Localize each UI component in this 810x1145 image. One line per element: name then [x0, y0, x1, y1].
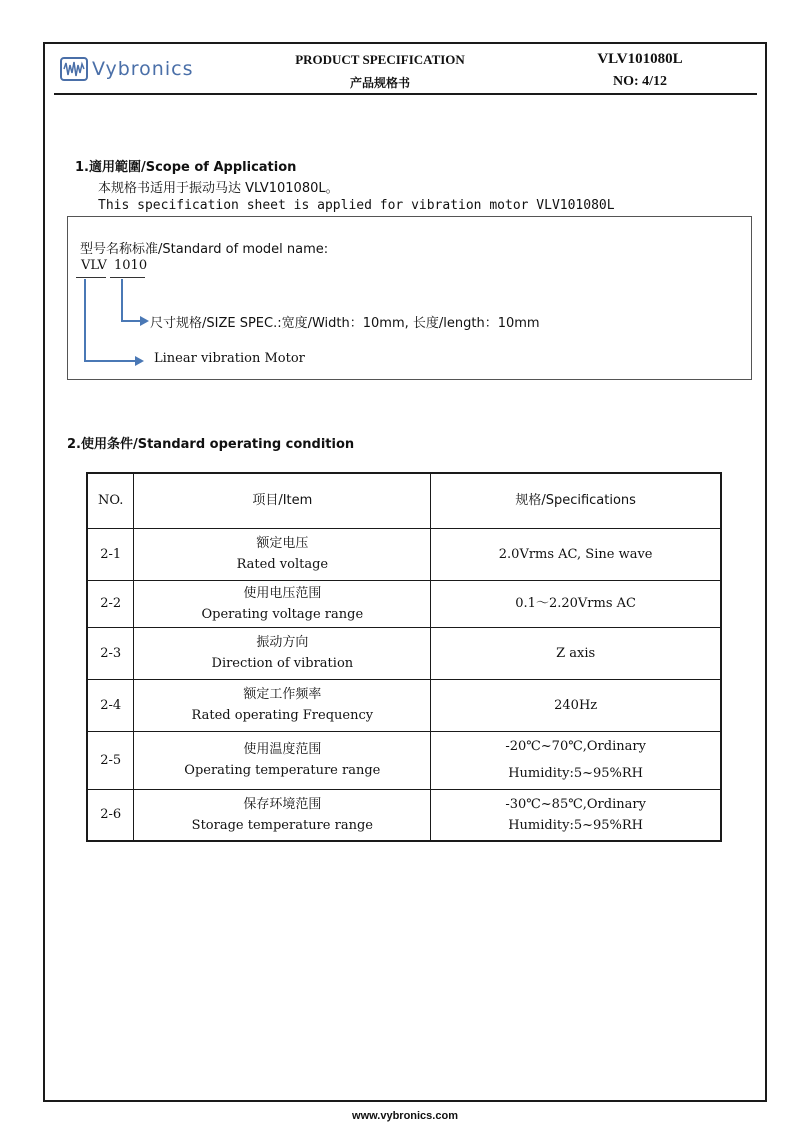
item-cn: 使用温度范围: [243, 742, 322, 757]
table-header-row: [87, 473, 721, 528]
item-cn: 额定工作频率: [243, 687, 322, 702]
model-standard-label: 型号名称标准/Standard of model name:: [80, 242, 329, 257]
scope-line-en: This specification sheet is applied for vibration motor VLV101080L: [98, 198, 615, 213]
size-connector-vertical: [121, 279, 123, 321]
table-row: [87, 789, 721, 841]
spec-value: 0.1～2.20Vrms AC: [515, 596, 636, 611]
section-1-heading: 1.適用範圍/Scope of Application: [75, 160, 297, 175]
spec-value: Z axis: [556, 645, 596, 661]
item-en: Operating voltage range: [201, 606, 364, 622]
size-spec-text: 尺寸规格/SIZE SPEC.:宽度/Width：10mm, 长度/length：10mm: [150, 316, 540, 331]
item-en: Direction of vibration: [211, 656, 354, 671]
row-number: 2-4: [87, 679, 134, 731]
type-arrow-icon: [135, 356, 144, 366]
column-header-no: NO.: [87, 473, 134, 528]
table-row: [87, 731, 721, 789]
table-row: [87, 580, 721, 627]
column-header-specifications: 规格/Specifications: [431, 473, 721, 528]
item-cn: 额定电压: [256, 536, 309, 551]
vybronics-logo: [60, 57, 193, 81]
scope-line-cn: 本规格书适用于振动马达 VLV101080L。: [98, 181, 339, 196]
table-row: [87, 679, 721, 731]
size-underline: [110, 277, 145, 278]
page-number: NO: 4/12: [612, 74, 668, 89]
type-connector-vertical: [84, 279, 86, 361]
column-header-item: 项目/Item: [134, 473, 431, 528]
document-title-cn: 产品规格书: [349, 76, 410, 90]
document-title: PRODUCT SPECIFICATION: [295, 52, 465, 67]
row-number: 2-5: [87, 731, 134, 789]
item-cn: 使用电压范围: [243, 585, 322, 601]
logo-text: Vybronics: [92, 58, 194, 80]
table-row: [87, 627, 721, 679]
spec-value-2: Humidity:5~95%RH: [508, 766, 644, 781]
item-en: Operating temperature range: [184, 763, 381, 778]
row-number: 2-1: [87, 528, 134, 580]
row-number: 2-3: [87, 627, 134, 679]
spec-value: 2.0Vrms AC, Sine wave: [498, 546, 653, 562]
row-number: 2-6: [87, 789, 134, 841]
item-cn: 振动方向: [256, 635, 309, 650]
spec-value: -30℃~85℃,Ordinary: [505, 796, 646, 812]
model-code-prefix: VLV: [81, 258, 107, 273]
type-connector-horizontal: [84, 360, 136, 362]
size-connector-horizontal: [121, 320, 141, 322]
model-number: VLV101080L: [597, 51, 683, 67]
spec-value: -20℃~70℃,Ordinary: [505, 739, 646, 754]
vybronics-logo-icon: [60, 57, 88, 81]
prefix-underline: [76, 277, 106, 278]
item-cn: 保存环境范围: [243, 796, 322, 812]
spec-value-2: Humidity:5~95%RH: [508, 817, 644, 833]
row-number: 2-2: [87, 580, 134, 627]
section-2-heading: 2.使用条件/Standard operating condition: [67, 437, 355, 452]
header-rule: [54, 93, 757, 95]
table-row: [87, 528, 721, 580]
item-en: Rated operating Frequency: [191, 708, 374, 723]
item-en: Rated voltage: [236, 557, 329, 572]
type-desc-text: Linear vibration Motor: [154, 351, 305, 366]
model-code-size: 1010: [114, 258, 148, 273]
operating-condition-table: [86, 472, 722, 842]
spec-value: 240Hz: [554, 697, 598, 713]
item-en: Storage temperature range: [191, 817, 373, 833]
footer-url: www.vybronics.com: [352, 1110, 458, 1122]
size-arrow-icon: [140, 316, 149, 326]
